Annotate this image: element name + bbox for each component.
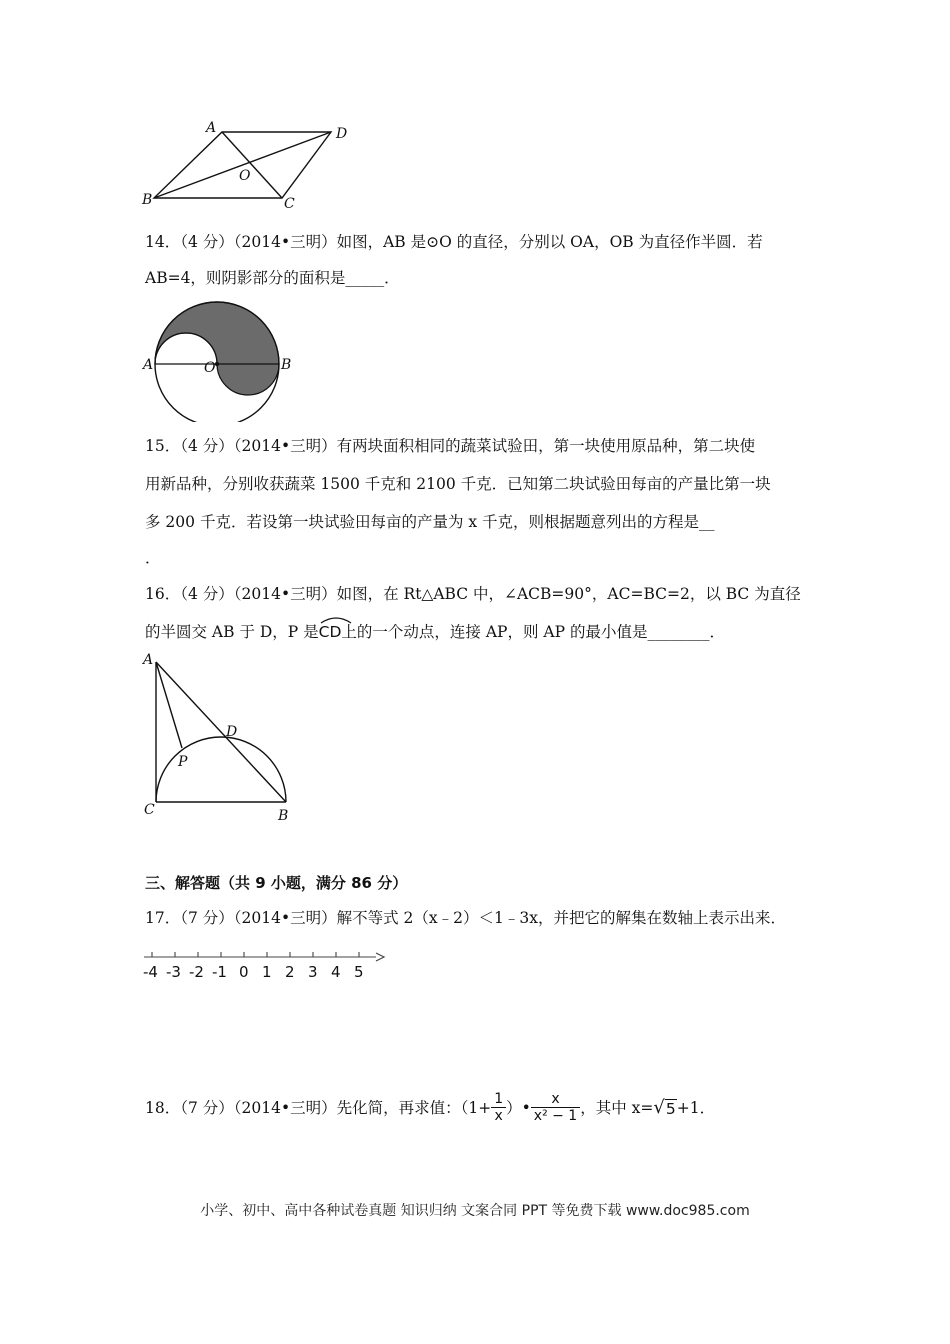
label-p: P — [178, 754, 188, 770]
q16-line1: 16．（4 分）（2014•三明）如图，在 Rt△ABC 中，∠ACB=90°，AC=BC=2，以 BC 为直径 — [145, 585, 801, 603]
tick-label: -3 — [166, 963, 181, 981]
page-footer: 小学、初中、高中各种试卷真题 知识归纳 文案合同 PPT 等免费下载 www.doc985.com — [200, 1203, 750, 1219]
q18-mid: ）• — [506, 1099, 531, 1117]
label-b: B — [142, 192, 153, 208]
q14-line2: AB=4，则阴影部分的面积是_____． — [145, 269, 400, 287]
tick-label: 3 — [308, 963, 318, 981]
q18-suffix-b: +1． — [676, 1099, 716, 1117]
label-c: C — [284, 196, 295, 210]
label-c: C — [144, 802, 155, 818]
sqrt-expression: √ 5 — [653, 1096, 676, 1118]
label-o: O — [239, 168, 251, 184]
circle-figure — [140, 292, 300, 422]
q15-line2: 用新品种，分别收获蔬菜 1500 千克和 2100 千克．已知第二块试验田每亩的产量比第一块 — [145, 475, 771, 493]
label-a: A — [143, 652, 154, 668]
triangle-figure — [138, 650, 308, 828]
label-d: D — [336, 126, 348, 142]
tick-label: 0 — [239, 963, 249, 981]
sqrt-icon: √ — [653, 1096, 665, 1118]
q15-line1: 15．（4 分）（2014•三明）有两块面积相同的蔬菜试验田，第一块使用原品种，第二块使 — [145, 437, 756, 455]
q16-text-b: 上的一个动点，连接 AP，则 AP 的最小值是________． — [341, 623, 725, 641]
number-line — [140, 948, 390, 984]
arc-cd: CD — [319, 621, 342, 641]
q18-line — [145, 1082, 715, 1132]
tick-label: -4 — [143, 963, 158, 981]
q14-line1: 14．（4 分）（2014•三明）如图，AB 是⊙O 的直径，分别以 OA，OB 为直径作半圆．若 — [145, 233, 763, 251]
q15-line3: 多 200 千克．若设第一块试验田每亩的产量为 x 千克，则根据题意列出的方程是__ — [145, 513, 715, 531]
label-o: O — [204, 360, 216, 376]
tick-label: 5 — [354, 963, 364, 981]
tick-label: 2 — [285, 963, 295, 981]
label-d: D — [226, 724, 238, 740]
q18-suffix-a: ，其中 x= — [580, 1099, 654, 1117]
tick-label: -2 — [189, 963, 204, 981]
label-b: B — [278, 808, 289, 824]
q18-prefix: 18．（7 分）（2014•三明）先化简，再求值：（1+ — [145, 1099, 492, 1117]
label-a: A — [206, 120, 217, 136]
q16-line2 — [145, 620, 725, 642]
tick-label: 1 — [262, 963, 272, 981]
q15-line4: ． — [145, 549, 161, 567]
q17-text: 17．（7 分）（2014•三明）解不等式 2（x﹣2）＜1﹣3x，并把它的解集在数轴上表示出来． — [145, 909, 786, 927]
tick-label: 4 — [331, 963, 341, 981]
arc-mark-icon — [319, 616, 353, 624]
section-title: 三、解答题（共 9 小题，满分 86 分） — [145, 874, 408, 892]
fraction-1: $\frac{1}{x}$ — [491, 1091, 506, 1124]
label-b: B — [281, 357, 292, 373]
label-a: A — [143, 357, 154, 373]
parallelogram-figure — [138, 118, 368, 210]
fraction-2: $\frac{x}{\text{x² − 1}}$ — [531, 1091, 580, 1124]
q16-text-a: 的半圆交 AB 于 D，P 是 — [145, 623, 319, 641]
tick-label: -1 — [212, 963, 227, 981]
